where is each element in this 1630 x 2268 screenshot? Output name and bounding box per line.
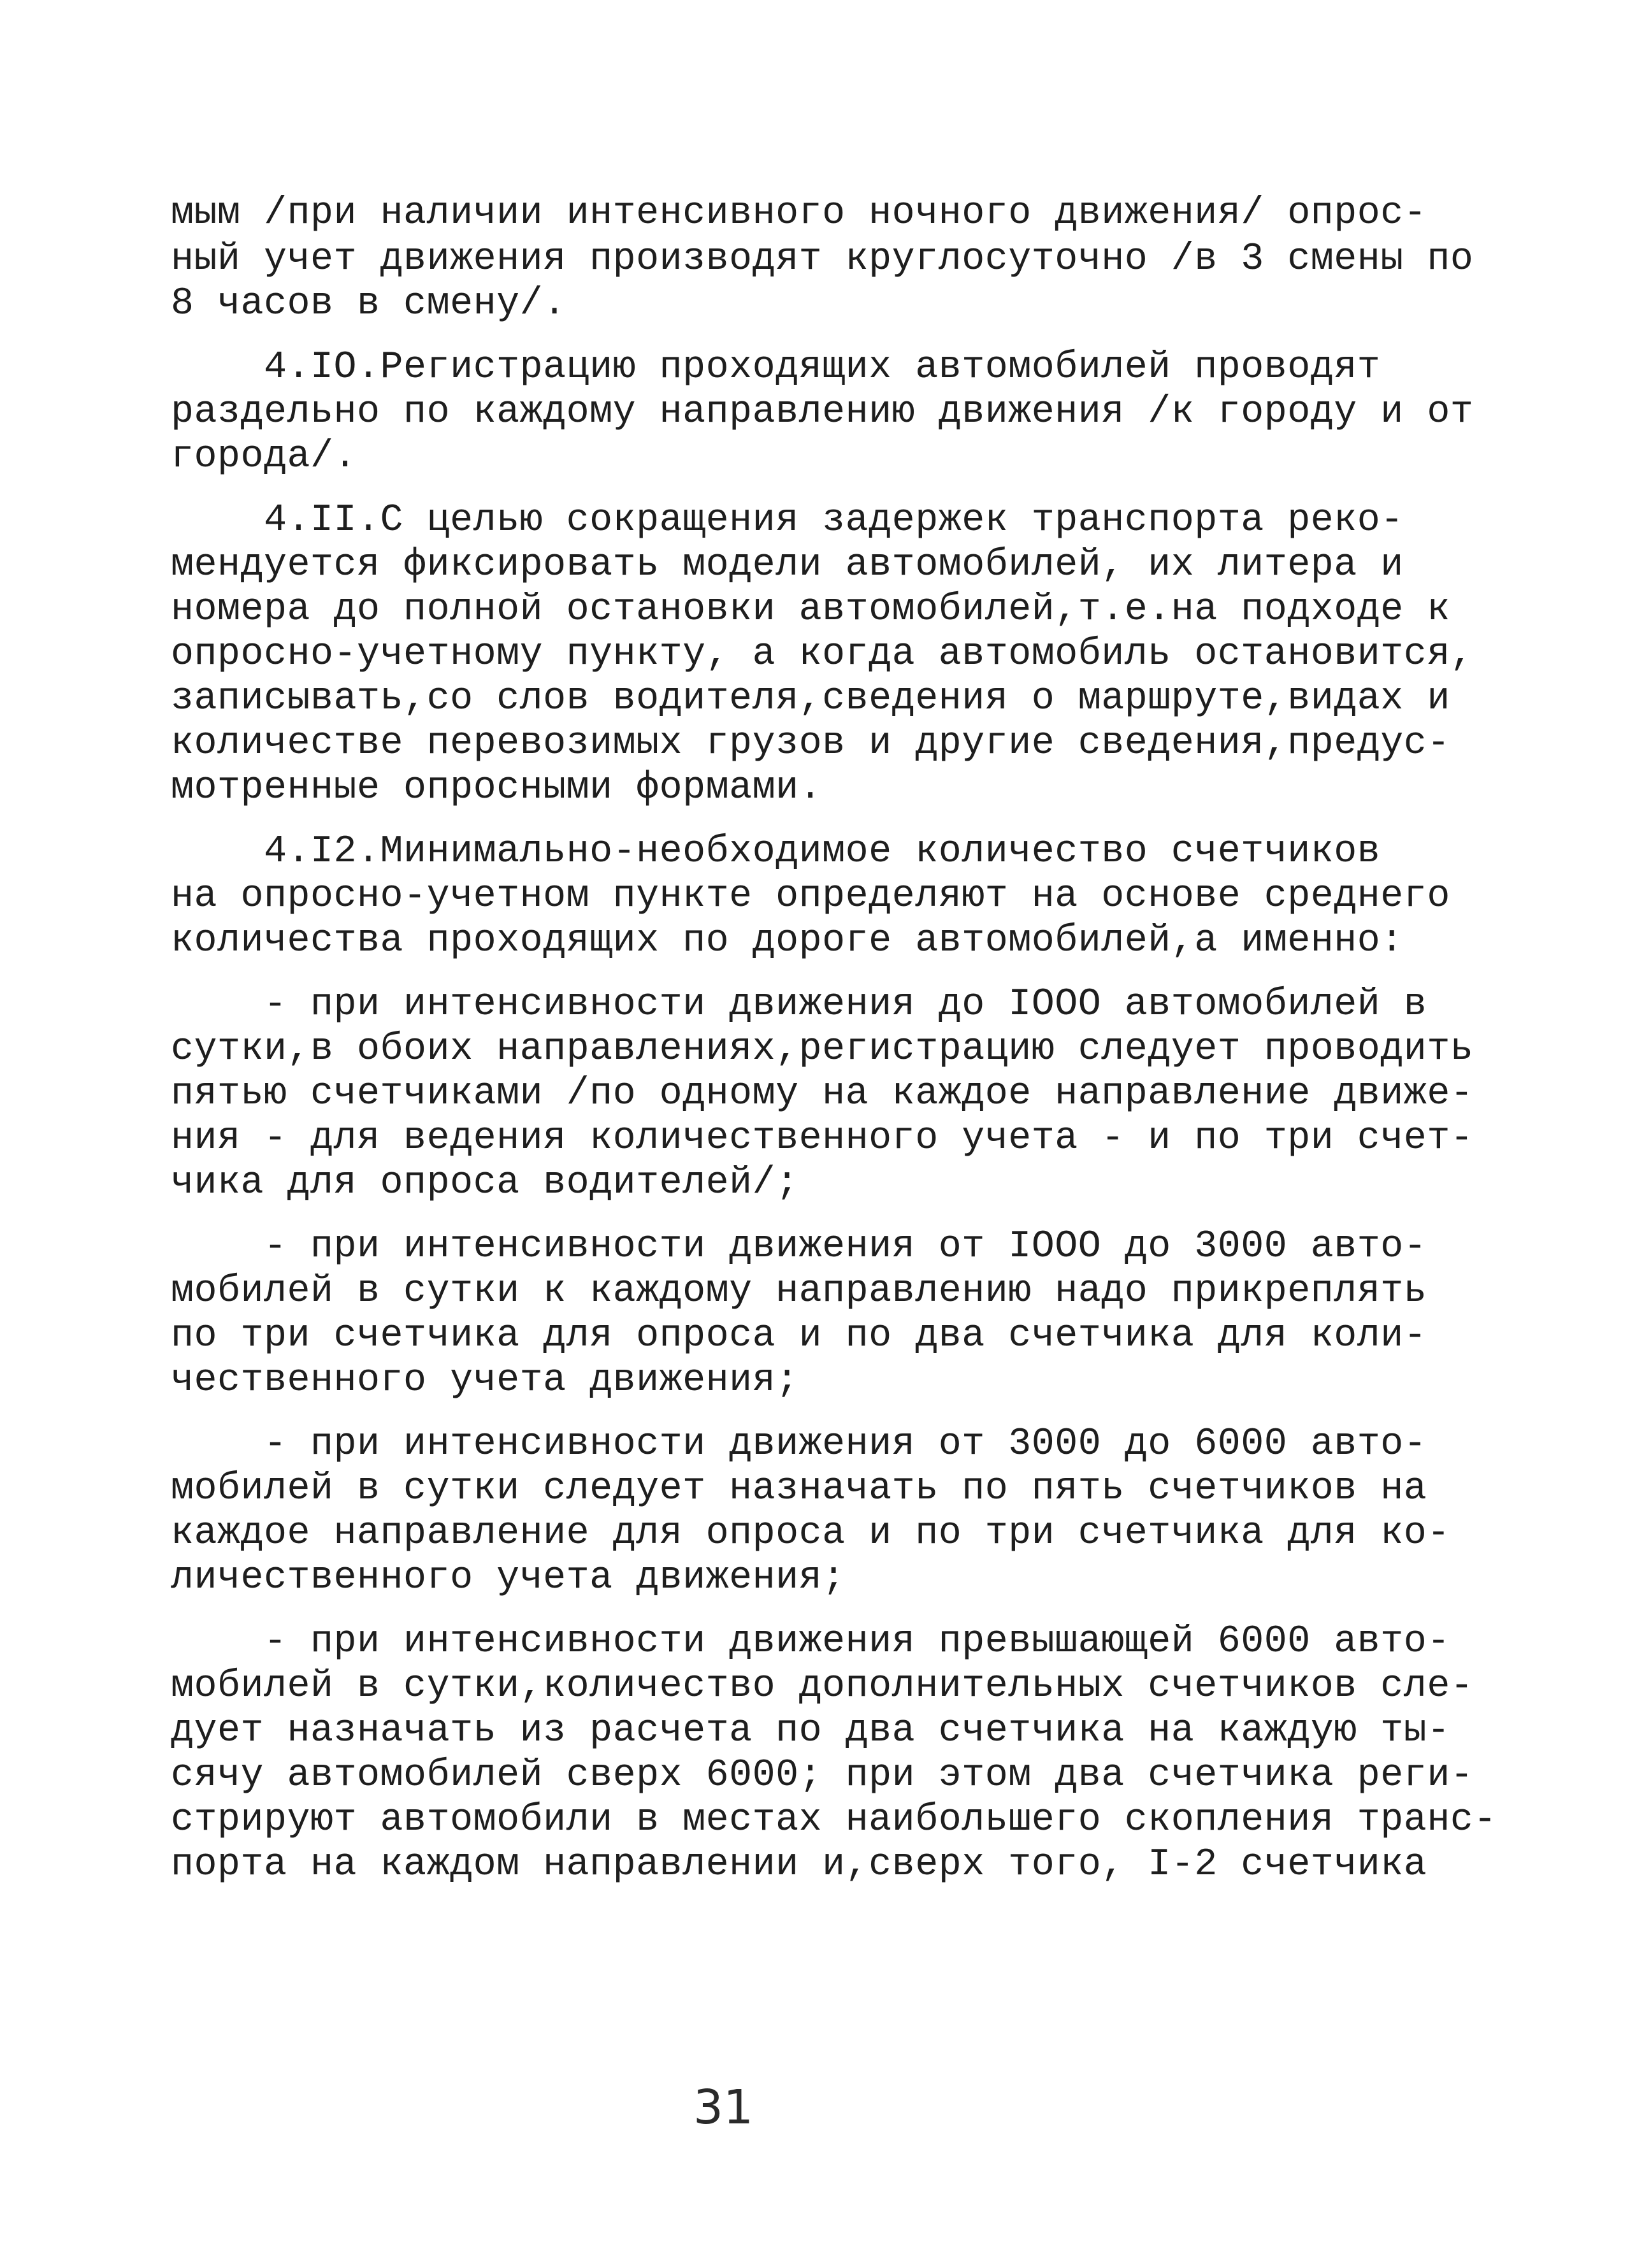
text-line: мобилей в сутки следует назначать по пять счетчиков на xyxy=(171,1467,1427,1511)
text-line: номера до полной остановки автомобилей,т.е.на подходе к xyxy=(171,588,1450,631)
text-line: ния - для ведения количественного учета - и по три счет- xyxy=(171,1117,1474,1160)
text-line: записывать,со слов водителя,сведения о маршруте,видах и xyxy=(171,677,1450,721)
text-line: на опросно-учетном пункте определяют на основе среднего xyxy=(171,875,1450,918)
text-line: чественного учета движения; xyxy=(171,1359,799,1402)
text-line: мобилей в сутки,количество дополнительных счетчиков сле- xyxy=(171,1665,1474,1708)
text-line: - при интенсивности движения превышающей 6000 авто- xyxy=(171,1620,1450,1663)
text-line: мендуется фиксировать модели автомобилей, их литера и xyxy=(171,543,1404,587)
text-line: личественного учета движения; xyxy=(171,1556,846,1600)
text-line: мобилей в сутки к каждому направлению надо прикреплять xyxy=(171,1270,1427,1313)
text-line: пятью счетчиками /по одному на каждое направление движе- xyxy=(171,1072,1474,1116)
text-line: сутки,в обоих направлениях,регистрацию следует проводить xyxy=(171,1028,1474,1071)
text-line: количества проходящих по дороге автомобилей,а именно: xyxy=(171,919,1404,963)
text-line: - при интенсивности движения до IOOO автомобилей в xyxy=(171,983,1427,1026)
text-line: дует назначать из расчета по два счетчика на каждую ты- xyxy=(171,1709,1450,1753)
text-line: 4.II.С целью сокращения задержек транспорта реко- xyxy=(171,499,1404,542)
text-line: стрируют автомобили в местах наибольшего скопления транс- xyxy=(171,1798,1497,1842)
text-line: раздельно по каждому направлению движения /к городу и от xyxy=(171,391,1474,434)
text-line: - при интенсивности движения от IOOO до 3000 авто- xyxy=(171,1225,1427,1268)
text-line: порта на каждом направлении и,сверх того, I-2 счетчика xyxy=(171,1843,1427,1886)
text-line: опросно-учетному пункту, а когда автомобиль остановится, xyxy=(171,633,1474,676)
text-line: по три счетчика для опроса и по два счетчика для коли- xyxy=(171,1314,1427,1358)
text-line: 4.IO.Регистрацию проходящих автомобилей проводят xyxy=(171,346,1381,389)
text-line: каждое направление для опроса и по три счетчика для ко- xyxy=(171,1512,1450,1555)
page-number: 31 xyxy=(693,2080,754,2135)
text-line: чика для опроса водителей/; xyxy=(171,1161,799,1205)
text-line: ный учет движения производят круглосуточно /в 3 смены по xyxy=(171,238,1474,281)
text-line: 4.I2.Минимально-необходимое количество счетчиков xyxy=(171,830,1381,873)
text-line: - при интенсивности движения от 3000 до 6000 авто- xyxy=(171,1423,1427,1466)
text-line: количестве перевозимых грузов и другие сведения,предус- xyxy=(171,722,1450,765)
text-line: мотренные опросными формами. xyxy=(171,766,823,810)
text-line: города/. xyxy=(171,435,357,478)
text-line: мым /при наличии интенсивного ночного движения/ опрос- xyxy=(171,192,1427,235)
text-line: 8 часов в смену/. xyxy=(171,282,566,326)
text-line: сячу автомобилей сверх 6000; при этом два счетчика реги- xyxy=(171,1754,1474,1797)
